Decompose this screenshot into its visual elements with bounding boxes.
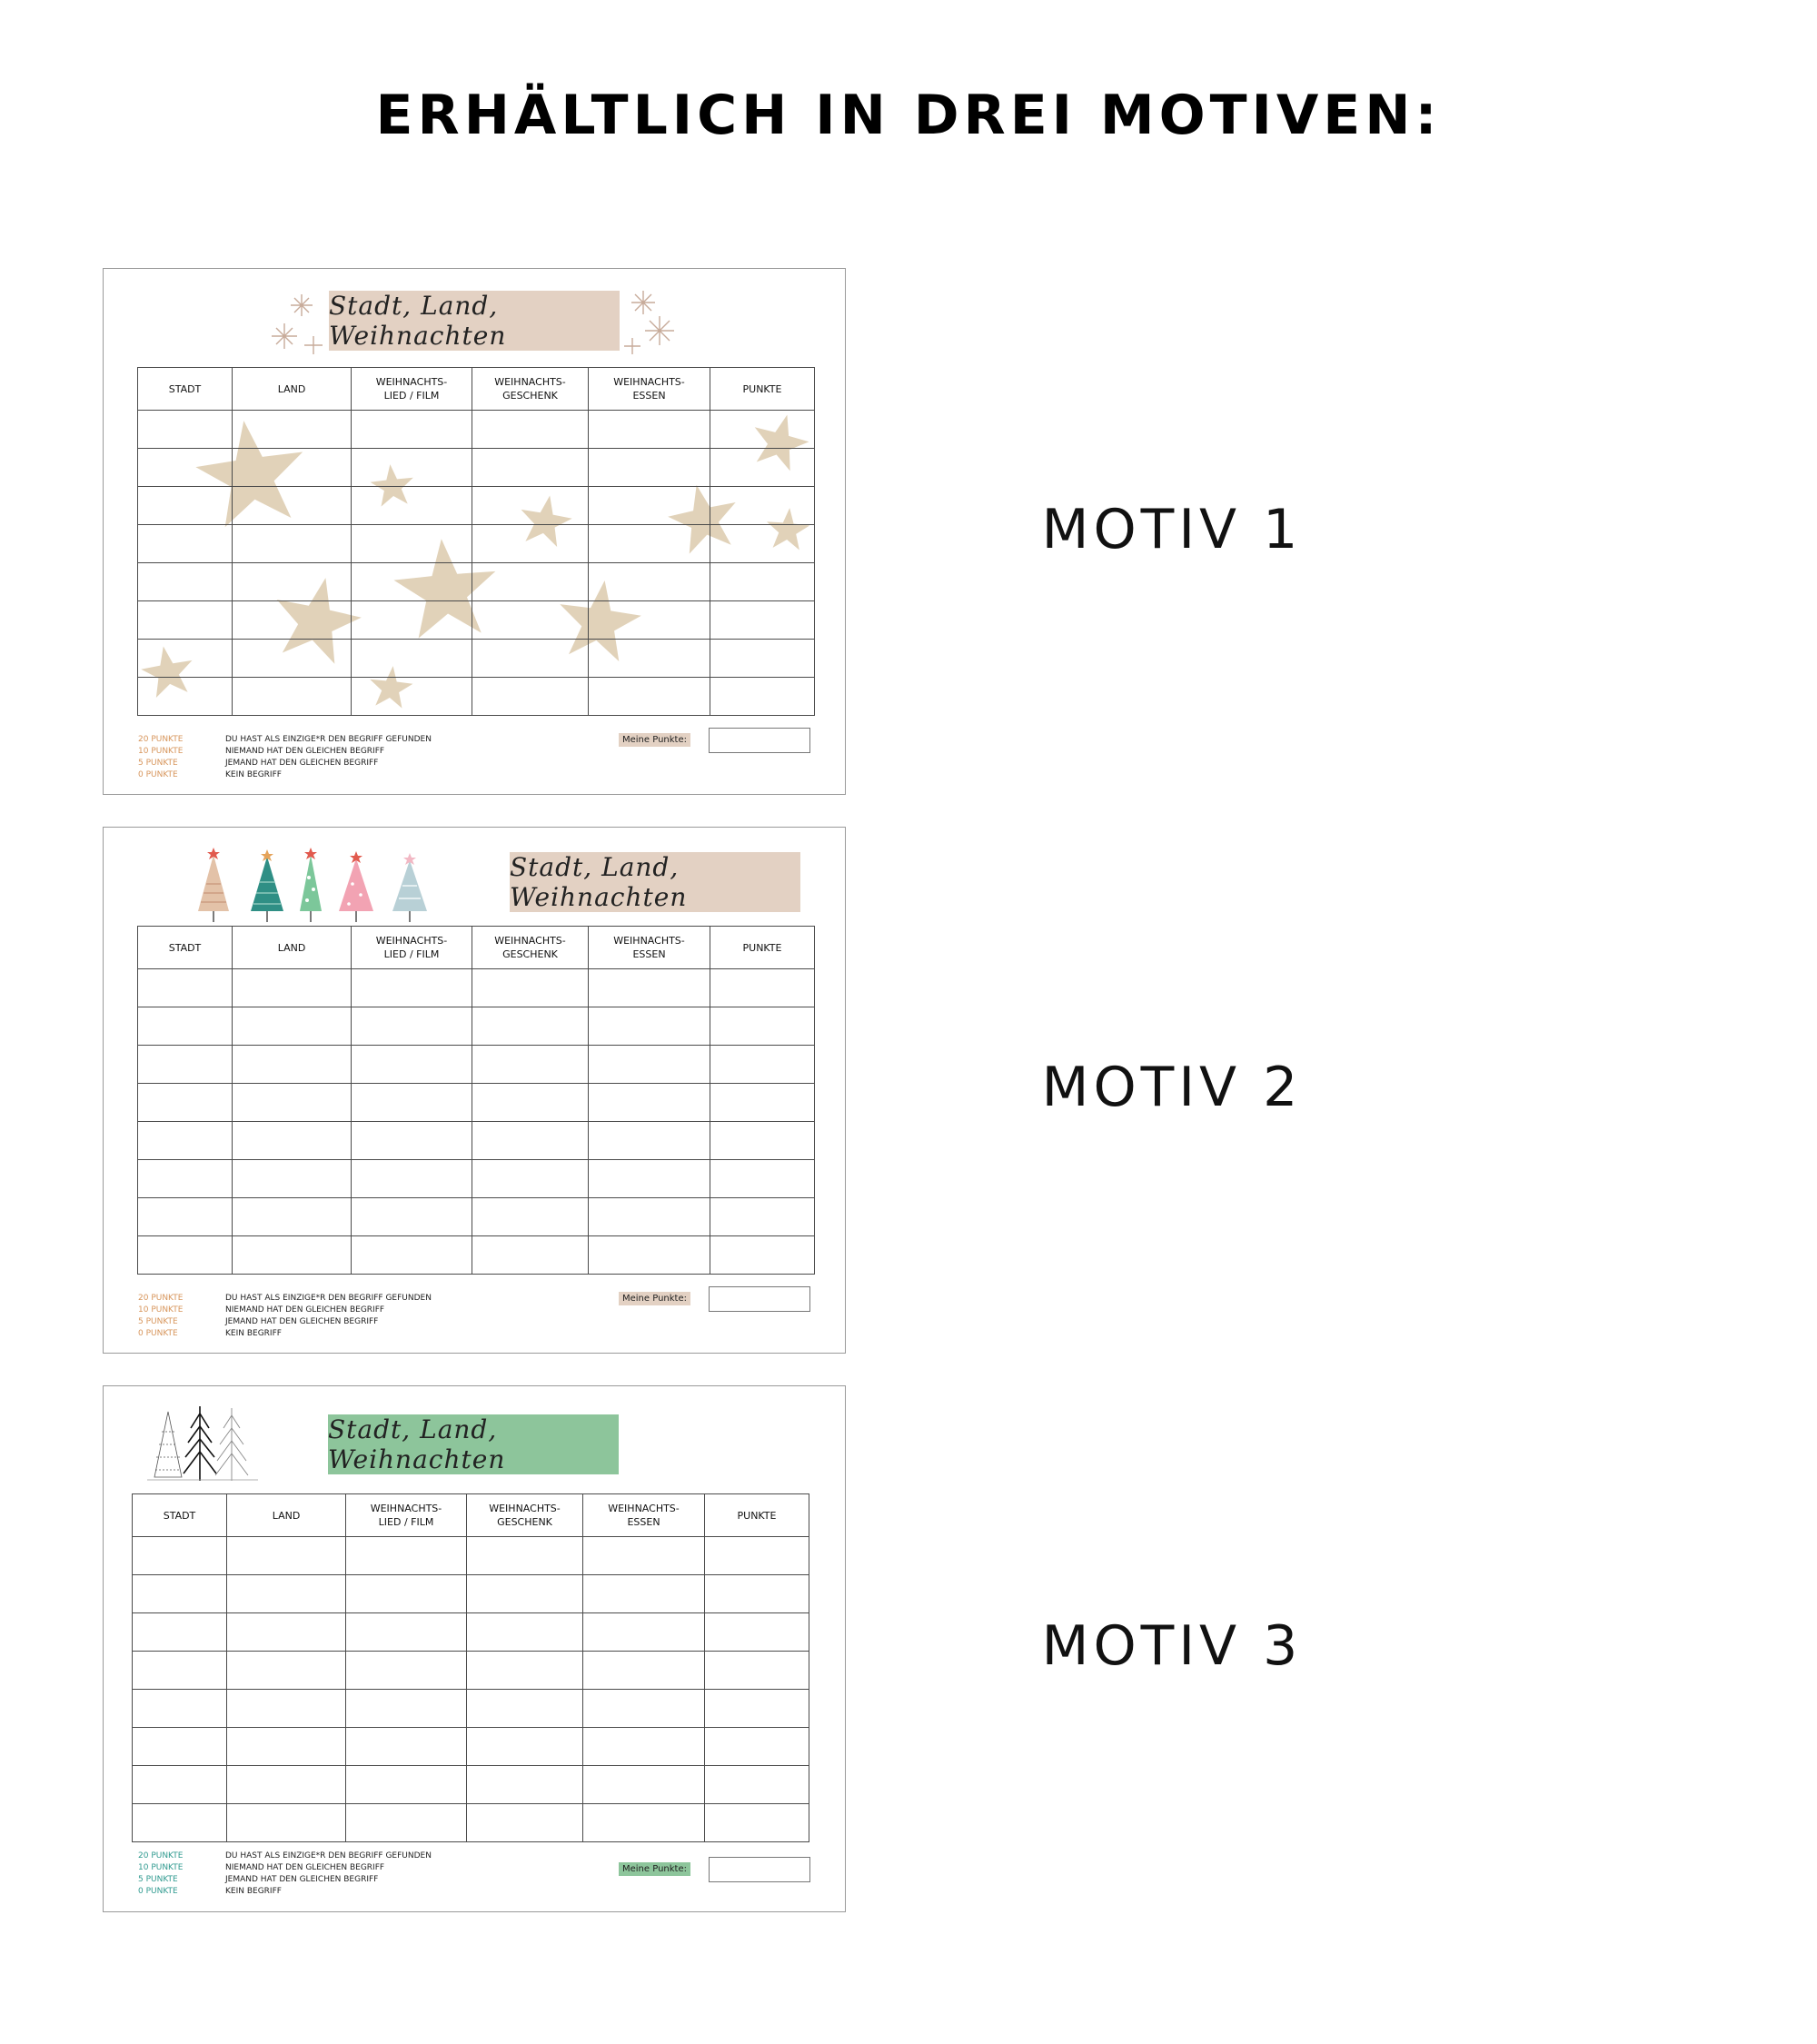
column-header-essen: WEIHNACHTS- ESSEN	[589, 927, 710, 969]
sheet-title: Stadt, Land, Weihnachten	[510, 852, 688, 912]
table-row	[138, 640, 815, 678]
tree-dark-center	[184, 1406, 216, 1481]
worksheet-motiv-1	[103, 268, 846, 795]
column-header-stadt: STADT	[133, 1494, 227, 1537]
table-row	[133, 1537, 809, 1575]
sheet-title: Stadt, Land, Weihnachten	[329, 291, 507, 351]
score-label: Meine Punkte:	[619, 733, 690, 747]
score-label: Meine Punkte:	[619, 1862, 690, 1876]
tree-outline-left	[154, 1412, 182, 1477]
table-row	[138, 411, 815, 449]
table-row	[138, 525, 815, 563]
table-row	[133, 1652, 809, 1690]
points-legend: 20 PUNKTE DU HAST ALS EINZIGE*R DEN BEGRIFF GEFUNDEN 10 PUNKTE NIEMAND HAT DEN GLEICHEN BEGRIFF 5 PUNKTE JEMAND HAT DEN GLEICHEN BEGRIFF 0 PUNKTE KEIN BEGRIFF	[138, 1294, 432, 1338]
page-headline: ERHÄLTLICH IN DREI MOTIVEN:	[375, 84, 1442, 147]
table-row	[133, 1766, 809, 1804]
table-row	[138, 1007, 815, 1046]
table-row	[138, 563, 815, 601]
column-header-stadt: STADT	[138, 368, 233, 411]
sheet-title-banner	[329, 291, 620, 351]
table-row	[133, 1690, 809, 1728]
table-row	[138, 1046, 815, 1084]
column-header-essen: WEIHNACHTS- ESSEN	[589, 368, 710, 411]
tree-teal	[251, 849, 283, 922]
answer-table	[137, 926, 815, 1275]
points-legend: 20 PUNKTE DU HAST ALS EINZIGE*R DEN BEGRIFF GEFUNDEN 10 PUNKTE NIEMAND HAT DEN GLEICHEN BEGRIFF 5 PUNKTE JEMAND HAT DEN GLEICHEN BEGRIFF 0 PUNKTE KEIN BEGRIFF	[138, 1851, 432, 1896]
tree-blue	[392, 853, 427, 922]
column-header-geschenk: WEIHNACHTS- GESCHENK	[472, 927, 589, 969]
worksheet-motiv-2	[103, 827, 846, 1354]
table-row	[133, 1804, 809, 1842]
column-header-punkte: PUNKTE	[710, 927, 815, 969]
table-row	[138, 1198, 815, 1236]
worksheet-motiv-3	[103, 1385, 846, 1912]
sheet-title: Stadt, Land, Weihnachten	[328, 1414, 506, 1474]
column-header-land: LAND	[233, 368, 352, 411]
answer-table	[137, 367, 815, 716]
column-header-lied-film: WEIHNACHTS- LIED / FILM	[352, 368, 472, 411]
motif-label-3: MOTIV 3	[1041, 1614, 1303, 1678]
column-header-geschenk: WEIHNACHTS- GESCHENK	[472, 368, 589, 411]
column-header-lied-film: WEIHNACHTS- LIED / FILM	[352, 927, 472, 969]
sheet-title-banner	[328, 1414, 619, 1474]
table-row	[138, 1122, 815, 1160]
motif-label-1: MOTIV 1	[1041, 498, 1303, 561]
motif-label-2: MOTIV 2	[1041, 1056, 1303, 1119]
score-label: Meine Punkte:	[619, 1292, 690, 1305]
column-header-land: LAND	[233, 927, 352, 969]
score-box	[709, 728, 810, 753]
points-legend: 20 PUNKTE DU HAST ALS EINZIGE*R DEN BEGRIFF GEFUNDEN 10 PUNKTE NIEMAND HAT DEN GLEICHEN BEGRIFF 5 PUNKTE JEMAND HAT DEN GLEICHEN BEGRIFF 0 PUNKTE KEIN BEGRIFF	[138, 735, 432, 779]
table-row	[138, 601, 815, 640]
column-header-geschenk: WEIHNACHTS- GESCHENK	[467, 1494, 583, 1537]
tree-green	[300, 848, 322, 922]
table-row	[133, 1613, 809, 1652]
column-header-land: LAND	[227, 1494, 346, 1537]
tree-pink	[339, 851, 373, 922]
table-row	[138, 969, 815, 1007]
tree-beige	[198, 848, 229, 922]
column-header-stadt: STADT	[138, 927, 233, 969]
answer-table	[132, 1493, 809, 1842]
column-header-lied-film: WEIHNACHTS- LIED / FILM	[346, 1494, 467, 1537]
score-box	[709, 1857, 810, 1882]
table-row	[133, 1575, 809, 1613]
table-row	[138, 678, 815, 716]
tree-grey-right	[215, 1408, 248, 1481]
table-row	[138, 1084, 815, 1122]
table-row	[138, 1236, 815, 1275]
column-header-punkte: PUNKTE	[710, 368, 815, 411]
column-header-essen: WEIHNACHTS- ESSEN	[583, 1494, 705, 1537]
table-row	[138, 1160, 815, 1198]
table-row	[138, 449, 815, 487]
table-row	[138, 487, 815, 525]
table-row	[133, 1728, 809, 1766]
column-header-punkte: PUNKTE	[705, 1494, 809, 1537]
score-box	[709, 1286, 810, 1312]
sheet-title-banner	[510, 852, 800, 912]
